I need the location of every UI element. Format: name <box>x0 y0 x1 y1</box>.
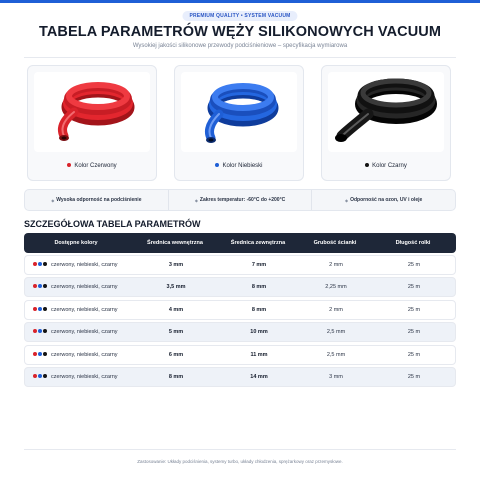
outer-diameter-cell: 8 mm <box>251 307 267 313</box>
divider <box>24 57 456 58</box>
swatch-red <box>33 329 37 333</box>
swatch-red <box>33 262 37 266</box>
product-card-black[interactable] <box>321 65 451 181</box>
inner-diameter-cell: 4 mm <box>168 307 184 313</box>
table-row <box>24 367 456 387</box>
table-row <box>24 277 456 297</box>
colors-cell: czerwony, niebieski, czarny <box>33 278 143 296</box>
product-label-blue: Kolor Niebieski <box>175 163 303 169</box>
color-dot-blue <box>215 163 219 167</box>
colors-cell: czerwony, niebieski, czarny <box>33 301 143 319</box>
swatch-black <box>43 307 47 311</box>
roll-length-cell: 25 m <box>407 307 421 313</box>
outer-diameter-cell: 14 mm <box>250 374 268 380</box>
product-card-red[interactable] <box>27 65 157 181</box>
quality-badge: PREMIUM QUALITY • SYSTEM VACUUM <box>182 11 297 21</box>
outer-diameter-cell: 10 mm <box>250 329 268 335</box>
wall-thickness-cell: 2,25 mm <box>325 284 347 290</box>
feature-temperature: ◆ Zakres temperatur: -60°C do +200°C <box>169 190 313 210</box>
table-section-title: SZCZEGÓŁOWA TABELA PARAMETRÓW <box>24 219 201 229</box>
swatch-red <box>33 284 37 288</box>
swatch-black <box>43 374 47 378</box>
wall-thickness-cell: 2 mm <box>329 262 343 268</box>
inner-diameter-cell: 5 mm <box>168 329 184 335</box>
wall-thickness-cell: 2,5 mm <box>326 352 346 358</box>
wall-thickness-cell: 2,5 mm <box>326 329 346 335</box>
wall-thickness-cell: 3 mm <box>329 374 343 380</box>
column-header-outer-diameter: Średnica zewnętrzna <box>230 240 286 246</box>
table-header <box>24 233 456 253</box>
roll-length-cell: 25 m <box>407 374 421 380</box>
page-subtitle: Wysokiej jakości silikonowe przewody podciśnieniowe – specyfikacja wymiarowa <box>132 43 348 49</box>
swatch-red <box>33 307 37 311</box>
colors-cell: czerwony, niebieski, czarny <box>33 323 143 341</box>
color-dot-red <box>67 163 71 167</box>
inner-diameter-cell: 8 mm <box>168 374 184 380</box>
swatch-blue <box>38 329 42 333</box>
swatch-blue <box>38 262 42 266</box>
wall-thickness-cell: 2 mm <box>329 307 343 313</box>
shield-icon: ◆ <box>51 197 55 203</box>
red-hose-image <box>34 72 150 152</box>
thermometer-icon: ◆ <box>194 197 198 203</box>
column-header-inner-diameter: Średnica wewnętrzna <box>147 240 203 246</box>
column-header-wall-thickness: Grubość ścianki <box>313 240 357 246</box>
table-row <box>24 255 456 275</box>
swatch-red <box>33 352 37 356</box>
inner-diameter-cell: 6 mm <box>168 352 184 358</box>
column-header-roll-length: Długość rolki <box>395 240 431 246</box>
outer-diameter-cell: 7 mm <box>251 262 267 268</box>
color-dot-black <box>365 163 369 167</box>
colors-cell: czerwony, niebieski, czarny <box>33 368 143 386</box>
roll-length-cell: 25 m <box>407 262 421 268</box>
outer-diameter-cell: 11 mm <box>250 352 268 358</box>
colors-cell: czerwony, niebieski, czarny <box>33 256 143 274</box>
table-row <box>24 345 456 365</box>
roll-length-cell: 25 m <box>407 329 421 335</box>
swatch-black <box>43 329 47 333</box>
swatch-red <box>33 374 37 378</box>
swatch-black <box>43 262 47 266</box>
outer-diameter-cell: 8 mm <box>251 284 267 290</box>
roll-length-cell: 25 m <box>407 284 421 290</box>
feature-vacuum: ◆ Wysoka odporność na podciśnienie <box>25 190 169 210</box>
product-label-red: Kolor Czerwony <box>28 163 156 169</box>
leaf-icon: ◆ <box>345 197 349 203</box>
inner-diameter-cell: 3 mm <box>168 262 184 268</box>
page-title: TABELA PARAMETRÓW WĘŻY SILIKONOWYCH VACUUM <box>38 24 442 40</box>
swatch-black <box>43 284 47 288</box>
inner-diameter-cell: 3,5 mm <box>166 284 186 290</box>
table-row <box>24 300 456 320</box>
blue-hose-image <box>181 72 297 152</box>
swatch-blue <box>38 284 42 288</box>
swatch-blue <box>38 307 42 311</box>
roll-length-cell: 25 m <box>407 352 421 358</box>
swatch-blue <box>38 352 42 356</box>
table-row <box>24 322 456 342</box>
product-card-blue[interactable] <box>174 65 304 181</box>
product-label-black: Kolor Czarny <box>322 163 450 169</box>
colors-cell: czerwony, niebieski, czarny <box>33 346 143 364</box>
swatch-black <box>43 352 47 356</box>
footer-divider <box>24 449 456 450</box>
column-header-colors: Dostępne kolory <box>54 240 98 246</box>
top-accent-bar <box>0 0 480 3</box>
footer-note: Zastosowanie: Układy podciśnienia, systemy turbo, układy chłodzenia, sprężarkowy oraz przemysłowe. <box>137 459 343 464</box>
feature-ozone: ◆ Odporność na ozon, UV i oleje <box>345 197 423 203</box>
black-hose-image <box>328 72 444 152</box>
swatch-blue <box>38 374 42 378</box>
features-strip <box>24 189 456 211</box>
